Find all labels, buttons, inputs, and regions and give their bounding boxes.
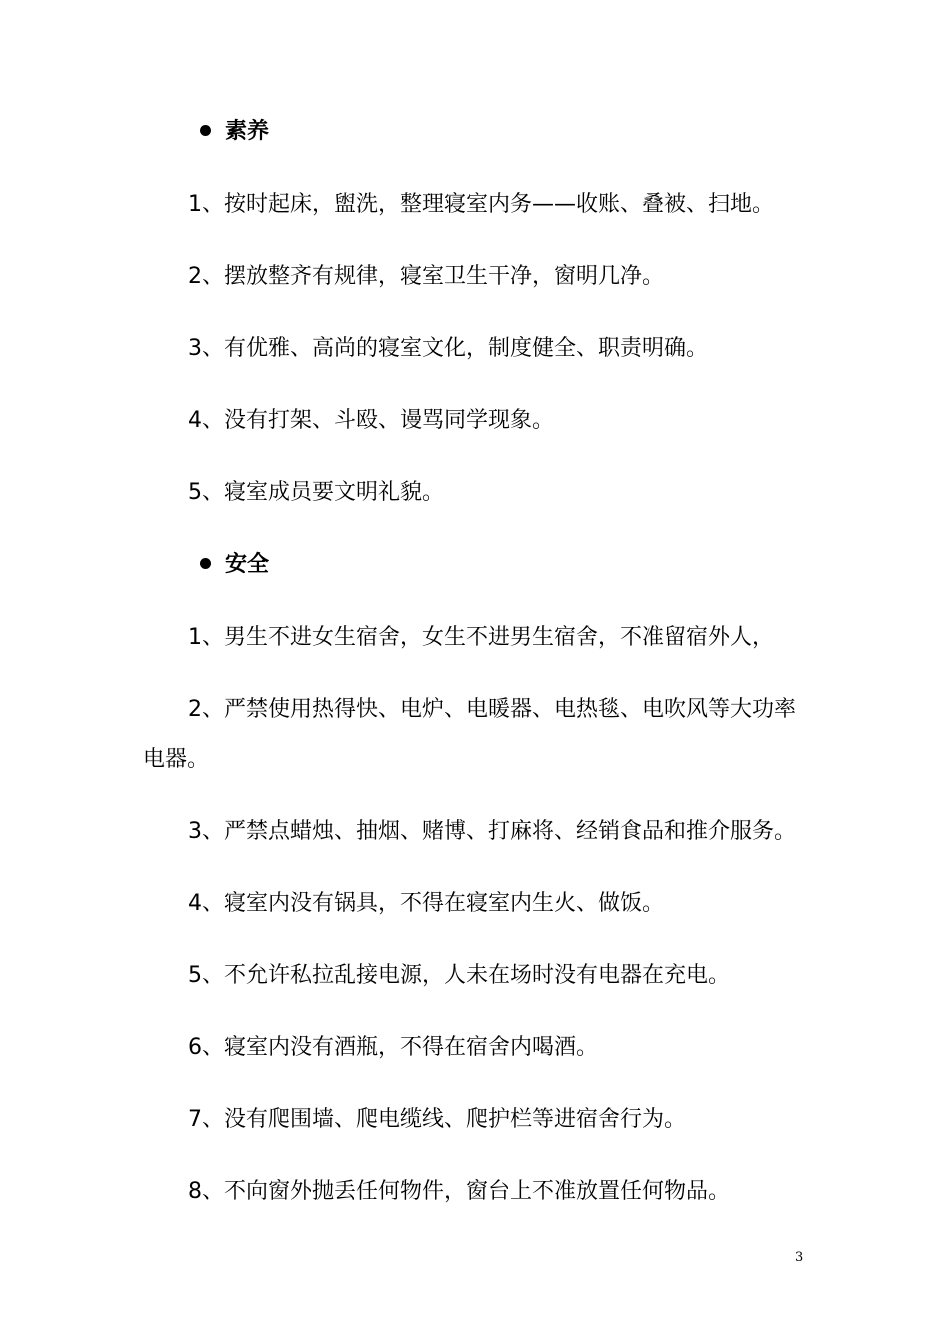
section-heading-anquan	[200, 550, 269, 580]
section-heading-text: 安全	[225, 552, 270, 577]
list-item: 5、寝室成员要文明礼貌。	[188, 480, 444, 505]
page-number: 3	[795, 1250, 804, 1265]
list-item: 7、没有爬围墙、爬电缆线、爬护栏等进宿舍行为。	[188, 1107, 686, 1132]
list-item: 3、严禁点蜡烛、抽烟、赌博、打麻将、经销食品和推介服务。	[188, 819, 796, 844]
list-item: 2、严禁使用热得快、电炉、电暖器、电热毯、电吹风等大功率电器。	[143, 697, 796, 772]
list-item: 5、不允许私拉乱接电源，人未在场时没有电器在充电。	[188, 963, 730, 988]
list-item: 4、寝室内没有锅具，不得在寝室内生火、做饭。	[188, 891, 664, 916]
list-item: 4、没有打架、斗殴、谩骂同学现象。	[188, 408, 554, 433]
list-item: 6、寝室内没有酒瓶，不得在宿舍内喝酒。	[188, 1035, 598, 1060]
section-heading-text: 素养	[225, 119, 270, 144]
list-item: 1、按时起床，盥洗，整理寝室内务——收账、叠被、扫地。	[188, 192, 774, 217]
bullet-icon	[200, 558, 211, 569]
list-item: 8、不向窗外抛丢任何物件，窗台上不准放置任何物品。	[188, 1179, 730, 1204]
list-item: 1、男生不进女生宿舍，女生不进男生宿舍，不准留宿外人，	[188, 625, 774, 650]
list-item: 2、摆放整齐有规律，寝室卫生干净，窗明几净。	[188, 264, 664, 289]
bullet-icon	[200, 125, 211, 136]
section-heading-suyang	[200, 117, 269, 147]
list-item: 3、有优雅、高尚的寝室文化，制度健全、职责明确。	[188, 336, 708, 361]
